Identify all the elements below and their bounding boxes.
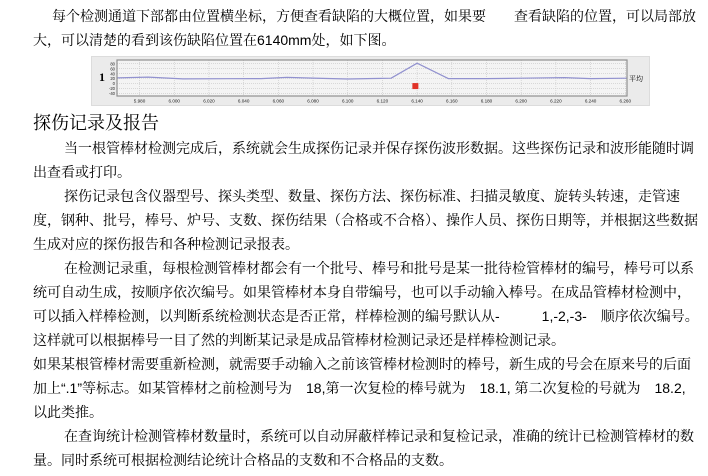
curve-name-label: 平均 [629,76,643,83]
section-heading: 探伤记录及报告 [33,113,159,133]
svg-text:6.200: 6.200 [515,98,527,104]
svg-text:6.060: 6.060 [272,98,285,104]
svg-text:6.240: 6.240 [584,98,597,104]
svg-text:6.180: 6.180 [480,98,493,104]
body-paragraph: 如果某根管棒材需要重新检测，就需要手动输入之前该管棒材检测时的棒号，新生成的号会在原来号的后面加上“.1”等标志。如某管棒材之前检测号为 18,第一次复检的棒号就为 18.1, 第二次复检的号就为 18.2, 以此类推。 [33,356,691,420]
svg-text:60: 60 [110,66,115,72]
svg-text:40: 40 [110,71,115,77]
waveform-plot [92,57,649,105]
svg-text:20: 20 [110,76,115,82]
intro-paragraph: 每个检测通道下部都由位置横坐标，方便查看缺陷的大概位置，如果要 查看缺陷的位置，可以局部放大，可以清楚的看到该伤缺陷位置在6140mm处，如下图。 [33,8,696,48]
svg-text:80: 80 [110,61,115,67]
svg-text:6.160: 6.160 [446,98,458,104]
svg-text:6.140: 6.140 [411,98,423,104]
svg-text:5.980: 5.980 [133,98,146,104]
body-paragraph: 当一根管棒材检测完成后，系统就会生成探伤记录并保存探伤波形数据。这些探伤记录和波形能随时调出查看或打印。 [33,140,694,180]
svg-text:6.020: 6.020 [203,98,215,104]
channel-number-label: 1 [99,70,105,84]
svg-text:6.100: 6.100 [341,98,354,104]
body-paragraph: 在检测记录重，每根检测管棒材都会有一个批号、棒号和批号是某一批待检管棒材的编号，棒号可以系统可自动生成，按顺序依次编号。如果管棒材本身自带编号，也可以手动输入棒号。在成品管棒材检测中，可以插入样棒检测，以判断系统检测状态是否正常，样棒检测的编号默认从- 1,-2,-3- 顺序依次编号。这样就可以根据棒号一目了然的判断某记录是成品管棒材检测记录还是样棒检测记录。 [33,260,699,348]
body-paragraph: 探伤记录包含仪器型号、探头类型、数量、探伤方法、探伤标准、扫描灵敏度、旋转头转速，走管速度，钢种、批号，棒号、炉号、支数、探伤结果（合格或不合格）、操作人员、探伤日期等，并根据这些数据生成对应的探伤报告和各种检测记录报表。 [33,188,698,252]
waveform-chart-panel [91,56,650,106]
svg-text:6.000: 6.000 [168,98,180,104]
svg-text:6.260: 6.260 [619,98,632,104]
svg-text:-20: -20 [108,86,115,92]
svg-text:6.220: 6.220 [550,98,562,104]
svg-text:6.040: 6.040 [237,98,250,104]
body-paragraph: 在查询统计检测管棒材数量时，系统可以自动屏蔽样棒记录和复检记录，准确的统计已检测管棒材的数量。同时系统可根据检测结论统计合格品的支数和不合格品的支数。 [33,428,694,468]
svg-text:0: 0 [112,81,115,87]
svg-text:6.120: 6.120 [376,98,389,104]
svg-text:6.080: 6.080 [307,98,319,104]
svg-text:-40: -40 [108,91,115,97]
